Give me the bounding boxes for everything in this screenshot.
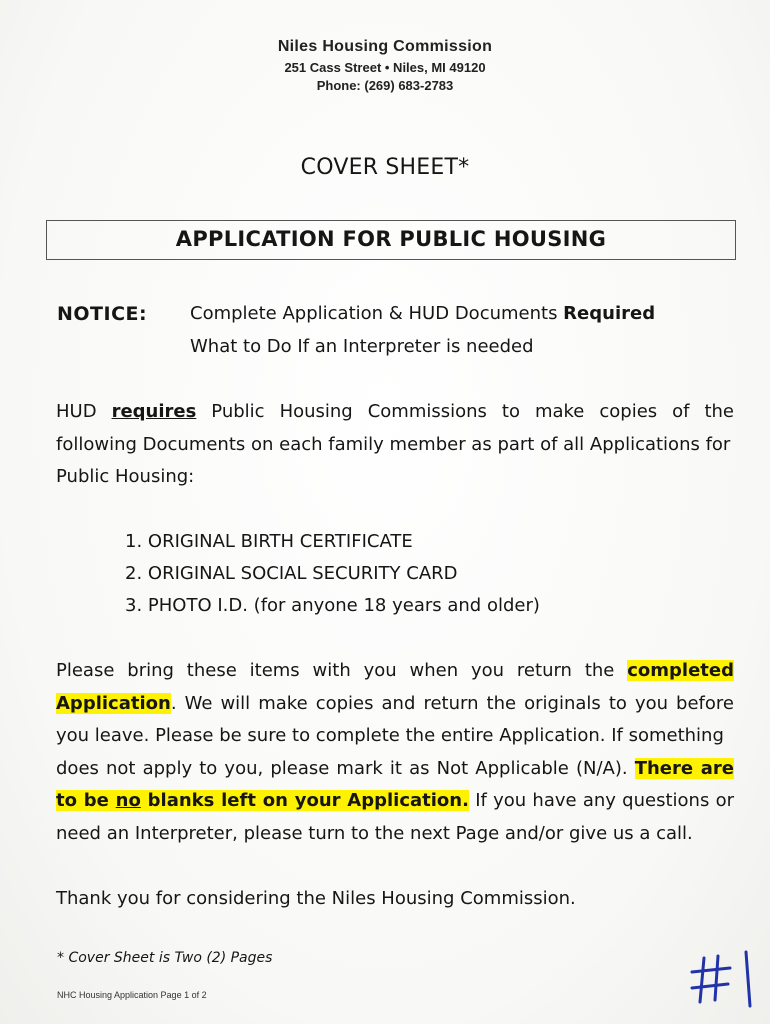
hud-line-3: Public Housing: — [56, 466, 195, 487]
highlight-application: Application — [56, 692, 171, 714]
thanks-text: Thank you for considering the Niles Housing Commission. — [56, 888, 576, 909]
organization-phone: Phone: (269) 683-2783 — [316, 78, 454, 93]
notice-line-2: What to Do If an Interpreter is needed — [190, 336, 534, 357]
list-item: 2. ORIGINAL SOCIAL SECURITY CARD — [125, 563, 458, 584]
instructions-line-5 — [56, 785, 734, 818]
page-footer: NHC Housing Application Page 1 of 2 — [57, 990, 207, 1000]
notice-line-1-emphasis: Required — [563, 303, 656, 324]
instructions-line-6: need an Interpreter, please turn to the next Page and/or give us a call. — [56, 822, 693, 844]
handwritten-number-mark — [690, 948, 760, 1008]
hud-lead: HUD — [56, 401, 112, 422]
cover-sheet-footnote: * Cover Sheet is Two (2) Pages — [57, 950, 273, 966]
highlight-no-underlined: no — [115, 790, 141, 811]
hud-requirements-paragraph — [56, 396, 734, 494]
required-documents-list — [125, 526, 540, 622]
highlight-no-blanks — [56, 790, 469, 811]
cover-sheet-title: COVER SHEET* — [300, 155, 470, 180]
highlight-part: to be — [56, 790, 116, 811]
instructions-text: . We will make copies and return the originals to you before — [170, 692, 734, 714]
highlight-part: blanks left on your Application. — [140, 790, 469, 811]
highlight-completed: completed — [627, 660, 734, 681]
thanks-line — [56, 883, 734, 916]
hud-requires-emphasis: requires — [111, 401, 197, 422]
hud-line-1 — [56, 396, 734, 429]
instructions-line-1 — [56, 655, 734, 688]
instructions-paragraph — [56, 655, 734, 850]
list-item: 3. PHOTO I.D. (for anyone 18 years and older) — [125, 595, 540, 616]
form-title: APPLICATION FOR PUBLIC HOUSING — [175, 227, 607, 251]
instructions-line-4 — [56, 753, 734, 786]
instructions-text: does not apply to you, please mark it as Not Applicable (N/A). — [56, 757, 635, 779]
organization-name: Niles Housing Commission — [277, 38, 493, 55]
instructions-line-2 — [56, 688, 734, 721]
highlight-there-are: There are — [634, 757, 734, 779]
form-title-box — [46, 220, 736, 260]
hud-line-2: following Documents on each family member as part of all Applications for — [56, 433, 731, 455]
notice-line-1 — [190, 303, 655, 324]
list-item: 1. ORIGINAL BIRTH CERTIFICATE — [125, 531, 413, 552]
notice-label: NOTICE: — [57, 303, 148, 325]
hud-line-1-rest: Public Housing Commissions to make copies of the — [196, 401, 734, 422]
instructions-text: Please bring these items with you when you return the — [56, 660, 628, 681]
organization-address: 251 Cass Street • Niles, MI 49120 — [284, 60, 486, 75]
notice-line-1-text: Complete Application & HUD Documents — [190, 303, 564, 324]
instructions-line-3: you leave. Please be sure to complete the entire Application. If something — [56, 725, 724, 746]
instructions-text: If you have any questions or — [468, 790, 734, 811]
